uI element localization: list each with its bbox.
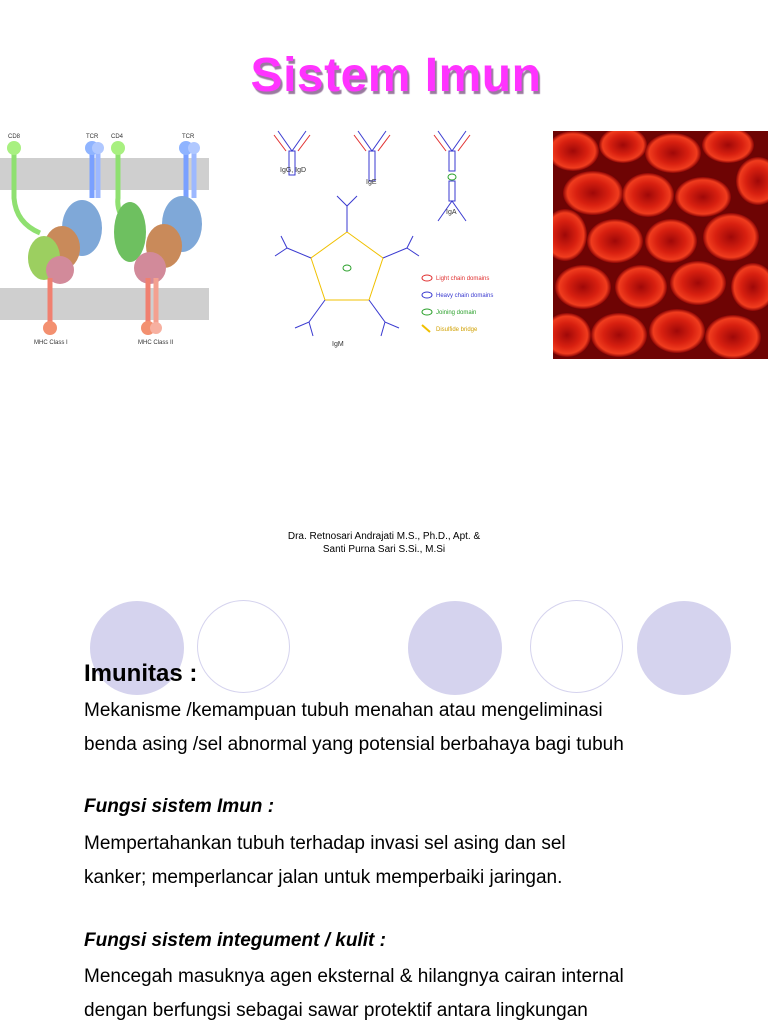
red-blood-cells-photo (553, 131, 768, 359)
tcr-mhc-illustration (0, 128, 209, 350)
mhc-class-1-label: MHC Class I (34, 340, 68, 346)
imunitas-paragraph (84, 694, 744, 762)
ige-label: IgE (366, 179, 377, 186)
tcr-mhc-figure (0, 128, 209, 350)
fungsi-kulit-line-2: dengan berfungsi sebagai sawar protektif antara lingkungan (84, 1000, 588, 1021)
igm-label: IgM (332, 341, 344, 348)
rbc-illustration (553, 131, 768, 359)
ige-antibody (354, 131, 390, 181)
slide-title: Sistem Imun (250, 49, 542, 102)
mhc-class-2-label: MHC Class II (138, 340, 174, 346)
fungsi-imun-paragraph (84, 827, 744, 895)
antibody-illustration (262, 120, 502, 355)
iga-label: IgA (446, 209, 457, 216)
tcr-label-right: TCR (182, 134, 195, 140)
imunitas-heading: Imunitas : (84, 660, 198, 687)
fungsi-kulit-paragraph (84, 960, 744, 1028)
fungsi-kulit-line-1: Mencegah masuknya agen eksternal & hilangnya cairan internal (84, 966, 624, 987)
cd4-label: CD4 (111, 134, 124, 140)
legend-light-chain: Light chain domains (436, 276, 490, 282)
igm-antibody (275, 196, 419, 336)
fungsi-imun-line-1: Mempertahankan tubuh terhadap invasi sel asing dan sel (84, 833, 566, 854)
tcr-label-left: TCR (86, 134, 99, 140)
cd8-label: CD8 (8, 134, 21, 140)
fungsi-imun-line-2: kanker; memperlancar jalan untuk memperbaiki jaringan. (84, 867, 563, 888)
iga-antibody (434, 131, 470, 221)
fungsi-kulit-heading: Fungsi sistem integument / kulit : (84, 930, 386, 951)
imunitas-line-2: benda asing /sel abnormal yang potensial berbahaya bagi tubuh (84, 734, 624, 755)
imunitas-line-1: Mekanisme /kemampuan tubuh menahan atau mengeliminasi (84, 700, 603, 721)
fungsi-imun-heading: Fungsi sistem Imun : (84, 796, 275, 817)
credit-line-1: Dra. Retnosari Andrajati M.S., Ph.D., Apt. & (287, 531, 481, 542)
credit-line-2: Santi Purna Sari S.Si., M.Si (322, 544, 446, 555)
legend-joining: Joining domain (436, 310, 477, 316)
author-credit (0, 530, 768, 556)
igg-label: IgG, IgD (280, 167, 307, 174)
antibody-classes-figure (262, 120, 502, 355)
legend-heavy-chain: Heavy chain domains (436, 293, 494, 299)
legend-disulfide: Disulfide bridge (436, 327, 478, 333)
